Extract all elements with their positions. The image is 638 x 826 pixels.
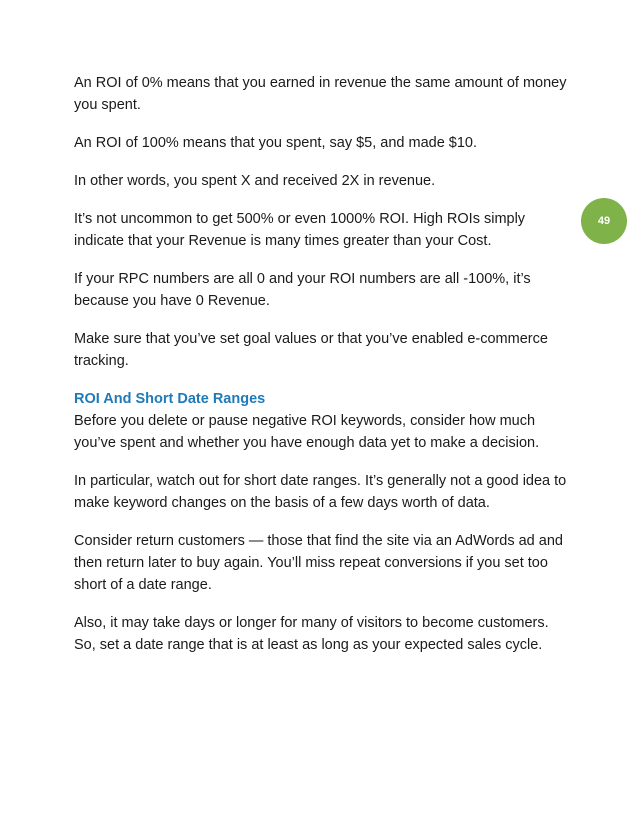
paragraph-roi-hundred: An ROI of 100% means that you spent, say $5, and made $10.: [74, 135, 478, 151]
paragraph-short-date-ranges: In particular, watch out for short date ranges. It’s generally not a good idea to make keyword changes on the basis of a few days worth of data.: [74, 473, 567, 511]
paragraph-sales-cycle: Also, it may take days or longer for many of visitors to become customers. So, set a date range that is at least as long as your expected sales cycle.: [74, 615, 549, 653]
paragraph-before-delete: Before you delete or pause negative ROI keywords, consider how much you’ve spent and whether you have enough data yet to make a decision.: [74, 413, 540, 451]
paragraph-high-roi: It’s not uncommon to get 500% or even 1000% ROI. High ROIs simply indicate that your Revenue is many times greater than your Cost.: [74, 211, 526, 249]
section-heading: ROI And Short Date Ranges: [74, 391, 266, 407]
page-number-badge: 49: [581, 198, 627, 244]
paragraph-other-words: In other words, you spent X and received 2X in revenue.: [74, 173, 436, 189]
paragraph-return-customers: Consider return customers — those that find the site via an AdWords ad and then return later to buy again. You’ll miss repeat conversions if you set too short of a date range.: [74, 533, 563, 593]
paragraph-rpc-zero: If your RPC numbers are all 0 and your ROI numbers are all -100%, it’s because you have 0 Revenue.: [74, 271, 531, 309]
paragraph-roi-zero: An ROI of 0% means that you earned in revenue the same amount of money you spent.: [74, 75, 567, 113]
page-content: [74, 72, 574, 672]
paragraph-goal-values: Make sure that you’ve set goal values or that you’ve enabled e-commerce tracking.: [74, 331, 548, 369]
